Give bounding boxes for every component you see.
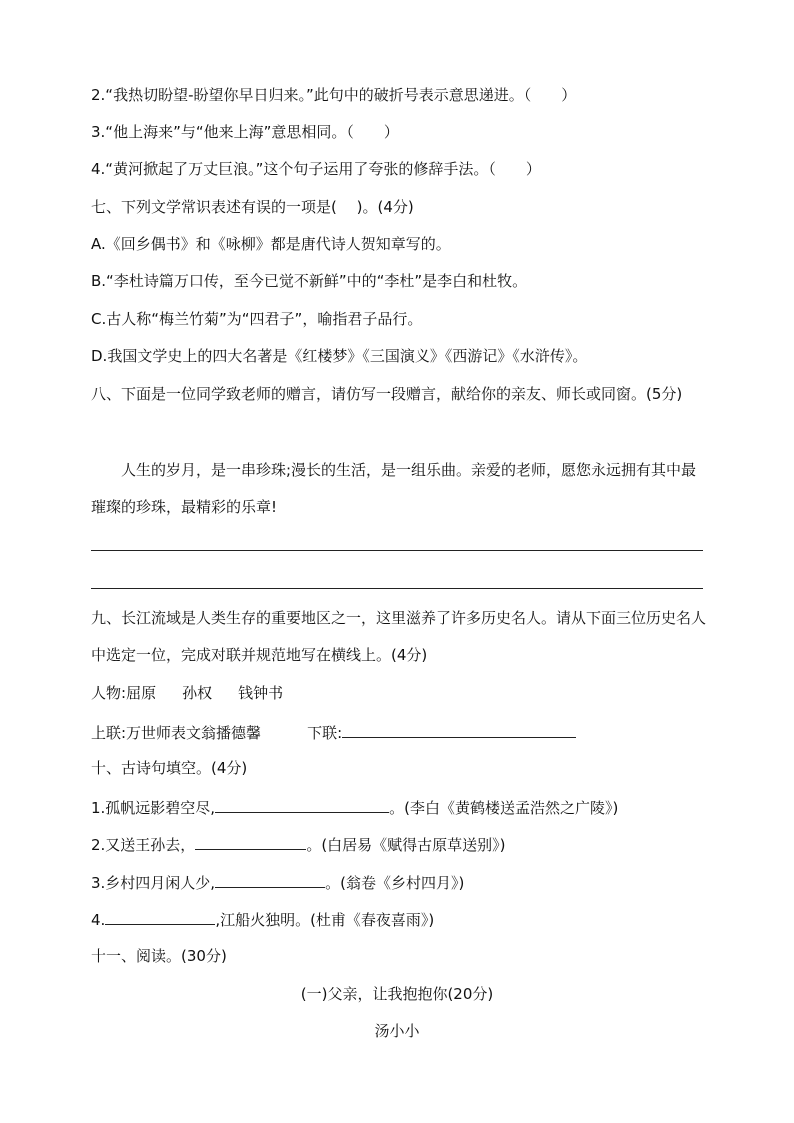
section-9-title: 九、长江流域是人类生存的重要地区之一，这里滋养了许多历史名人。请从下面三位历史名人中选定一位，完成对联并规范地写在横线上。(4分) xyxy=(91,609,707,664)
poem-1-prefix: 1.孤帆远影碧空尽, xyxy=(91,799,216,817)
poem-1-blank[interactable] xyxy=(215,796,389,813)
option-b: B.“李杜诗篇万口传，至今已觉不新鲜”中的“李杜”是李白和杜牧。 xyxy=(91,272,528,290)
poem-2-prefix: 2.又送王孙去， xyxy=(91,836,196,854)
option-a: A.《回乡偶书》和《咏柳》都是唐代诗人贺知章写的。 xyxy=(91,235,451,253)
poem-question-2 xyxy=(91,833,506,855)
person-1: 屈原 xyxy=(126,684,157,702)
section-8-title: 八、下面是一位同学致老师的赠言，请仿写一段赠言，献给你的亲友、师长或同窗。(5分) xyxy=(91,385,683,403)
poem-3-suffix: 。(翁卷《乡村四月》) xyxy=(325,874,465,892)
poem-3-prefix: 3.乡村四月闲人少, xyxy=(91,874,216,892)
poem-1-suffix: 。(李白《黄鹤楼送孟浩然之广陵》) xyxy=(389,799,619,817)
answer-line-1[interactable] xyxy=(91,550,703,551)
lower-couplet-blank[interactable] xyxy=(342,721,576,738)
poem-question-3 xyxy=(91,871,464,893)
passage-title: (一)父亲，让我抱抱你(20分) xyxy=(300,985,494,1003)
question-6-2: 2.“我热切盼望-盼望你早日归来。”此句中的破折号表示意思递进。（ ） xyxy=(91,86,577,104)
lower-couplet-label: 下联: xyxy=(307,724,343,742)
poem-4-prefix: 4. xyxy=(91,911,106,929)
person-3: 钱钟书 xyxy=(238,684,284,702)
answer-line-2[interactable] xyxy=(91,588,703,589)
option-c: C.古人称“梅兰竹菊”为“四君子”，喻指君子品行。 xyxy=(91,310,423,328)
poem-3-blank[interactable] xyxy=(215,871,325,888)
section-10-title: 十、古诗句填空。(4分) xyxy=(91,759,248,777)
poem-2-blank[interactable] xyxy=(195,833,306,850)
question-6-3: 3.“他上海来”与“他来上海”意思相同。（ ） xyxy=(91,123,399,141)
passage-author: 汤小小 xyxy=(374,1022,420,1040)
option-d: D.我国文学史上的四大名著是《红楼梦》《三国演义》《西游记》《水浒传》。 xyxy=(91,347,588,365)
question-6-4: 4.“黄河掀起了万丈巨浪。”这个句子运用了夸张的修辞手法。（ ） xyxy=(91,160,541,178)
poem-question-1 xyxy=(91,796,618,818)
poem-question-4 xyxy=(91,908,434,930)
person-2: 孙权 xyxy=(182,684,213,702)
people-row xyxy=(91,683,283,703)
section-7-title: 七、下列文学常识表述有误的一项是( )。(4分) xyxy=(91,198,414,216)
people-label: 人物: xyxy=(91,684,127,702)
poem-2-suffix: 。(白居易《赋得古原草送别》) xyxy=(306,836,506,854)
gift-message-example: 人生的岁月，是一串珍珠;漫长的生活，是一组乐曲。亲爱的老师，愿您永远拥有其中最璀璨的珍珠，最精彩的乐章! xyxy=(91,461,697,516)
couplet-row xyxy=(91,721,576,743)
section-11-title: 十一、阅读。(30分) xyxy=(91,947,227,965)
poem-4-suffix: ,江船火独明。(杜甫《春夜喜雨》) xyxy=(215,911,435,929)
poem-4-blank[interactable] xyxy=(105,908,215,925)
upper-couplet: 上联:万世师表文翁播德馨 xyxy=(91,724,262,742)
